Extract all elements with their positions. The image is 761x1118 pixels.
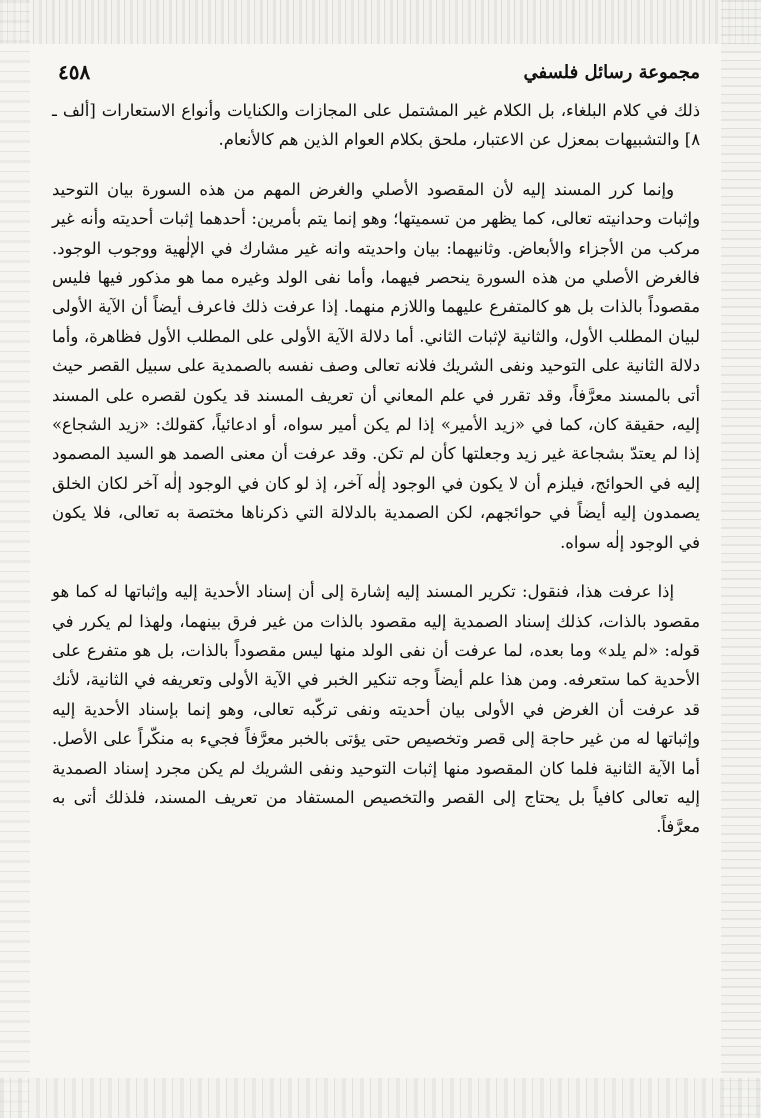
paragraph-continuation: ذلك في كلام البلغاء، بل الكلام غير المشتمل على المجازات والكنايات وأنواع الاستعارات [ألف ـ ٨] والتشبيهات بمعزل عن الاعتبار، ملحق بكلام العوام الذين هم كالأنعام. <box>52 101 700 150</box>
scan-edge-bottom <box>0 1078 761 1118</box>
page-number: ٤٥٨ <box>58 60 91 84</box>
scan-edge-top <box>0 0 761 44</box>
page-body <box>52 96 700 842</box>
book-page <box>52 58 700 1068</box>
scan-edge-left <box>0 0 30 1118</box>
paragraph-repetition-reason: وإنما كرر المسند إليه لأن المقصود الأصلي والغرض المهم من هذه السورة بيان التوحيد وإثبات وحدانيته تعالى، كما يظهر من تسميتها؛ وهو إنما يتم بأمرين: أحدهما إثبات أحديته وأنه غير مركب من الأجزاء والأبعاض. وثانيهما: بيان واحديته وانه غير مشارك في الإلٰهية ووجوب الوجود. فالغرض الأصلي من هذه السورة ينحصر فيهما، وأما نفى الولد وغيره مما هو مذكور فيها فليس مقصوداً بالذات بل هو كالمتفرع عليهما واللازم منهما. إذا عرفت ذلك فاعرف أيضاً أن الآية الأولى لبيان المطلب الأول، والثانية لإثبات الثاني. أما دلالة الآية الأولى على المطلب الأول فظاهرة، وأما دلالة الثانية على التوحيد ونفى الشريك فلانه تعالى وصف نفسه بالصمدية على سبيل القصر حيث أتى بالمسند معرَّفاً، وقد تقرر في علم المعاني أن تعريف المسند قد يكون لقصره على المسند إليه، حقيقة كان، كما في «زيد الأمير» إذا لم يكن أمير سواه، أو ادعائياً، كقولك: «زيد الشجاع» إذا لم يعتدّ بشجاعة غير زيد وجعلتها كأن لم تكن. وقد عرفت أن معنى الصمد هو السيد المصمود إليه في الحوائج، فيلزم أن لا يكون في الوجود إلٰه آخر، إذ لو كان في الوجود إلٰه آخر لكان الخلق يصمدون إليه أيضاً في حوائجهم، لكن الصمدية بالدلالة التي ذكرناها مختصة به تعالى، فلا يكون في الوجود إلٰه سواه. <box>52 179 700 552</box>
running-title: مجموعة رسائل فلسفي <box>523 62 700 83</box>
paragraph-repetition-conclusion: إذا عرفت هذا، فنقول: تكرير المسند إليه إشارة إلى أن إسناد الأحدية إليه وإثباتها له كما هو مقصود بالذات، كذلك إسناد الصمدية إليه مقصود بالذات من غير فرق بينهما، ولهذا لم يكرر في قوله: «لم يلد» وما بعده، لما عرفت أن نفى الولد منها ليس مقصوداً بالذات، بل هو متفرع على الأحدية كما ستعرفه. ومن هذا علم أيضاً وجه تنكير الخبر في الآية الأولى وتعريفه في الثانية، لأنك قد عرفت أن الغرض في الأولى بيان أحديته ونفى تركّبه تعالى، وهو إنما بإسناد الأحدية إليه وإثباتها له من غير حاجة إلى قصر وتخصيص حتى يؤتى بالخبر معرَّفاً فجيء به منكّراً على الأصل. أما الآية الثانية فلما كان المقصود منها إثبات التوحيد ونفى الشريك لم يكن مجرد إسناد الصمدية إليه تعالى كافياً بل يحتاج إلى القصر والتخصيص المستفاد من تعريف المسند، فلذلك أتى به معرَّفاً. <box>52 582 700 837</box>
page-header <box>52 58 700 94</box>
scan-edge-right <box>721 0 761 1118</box>
